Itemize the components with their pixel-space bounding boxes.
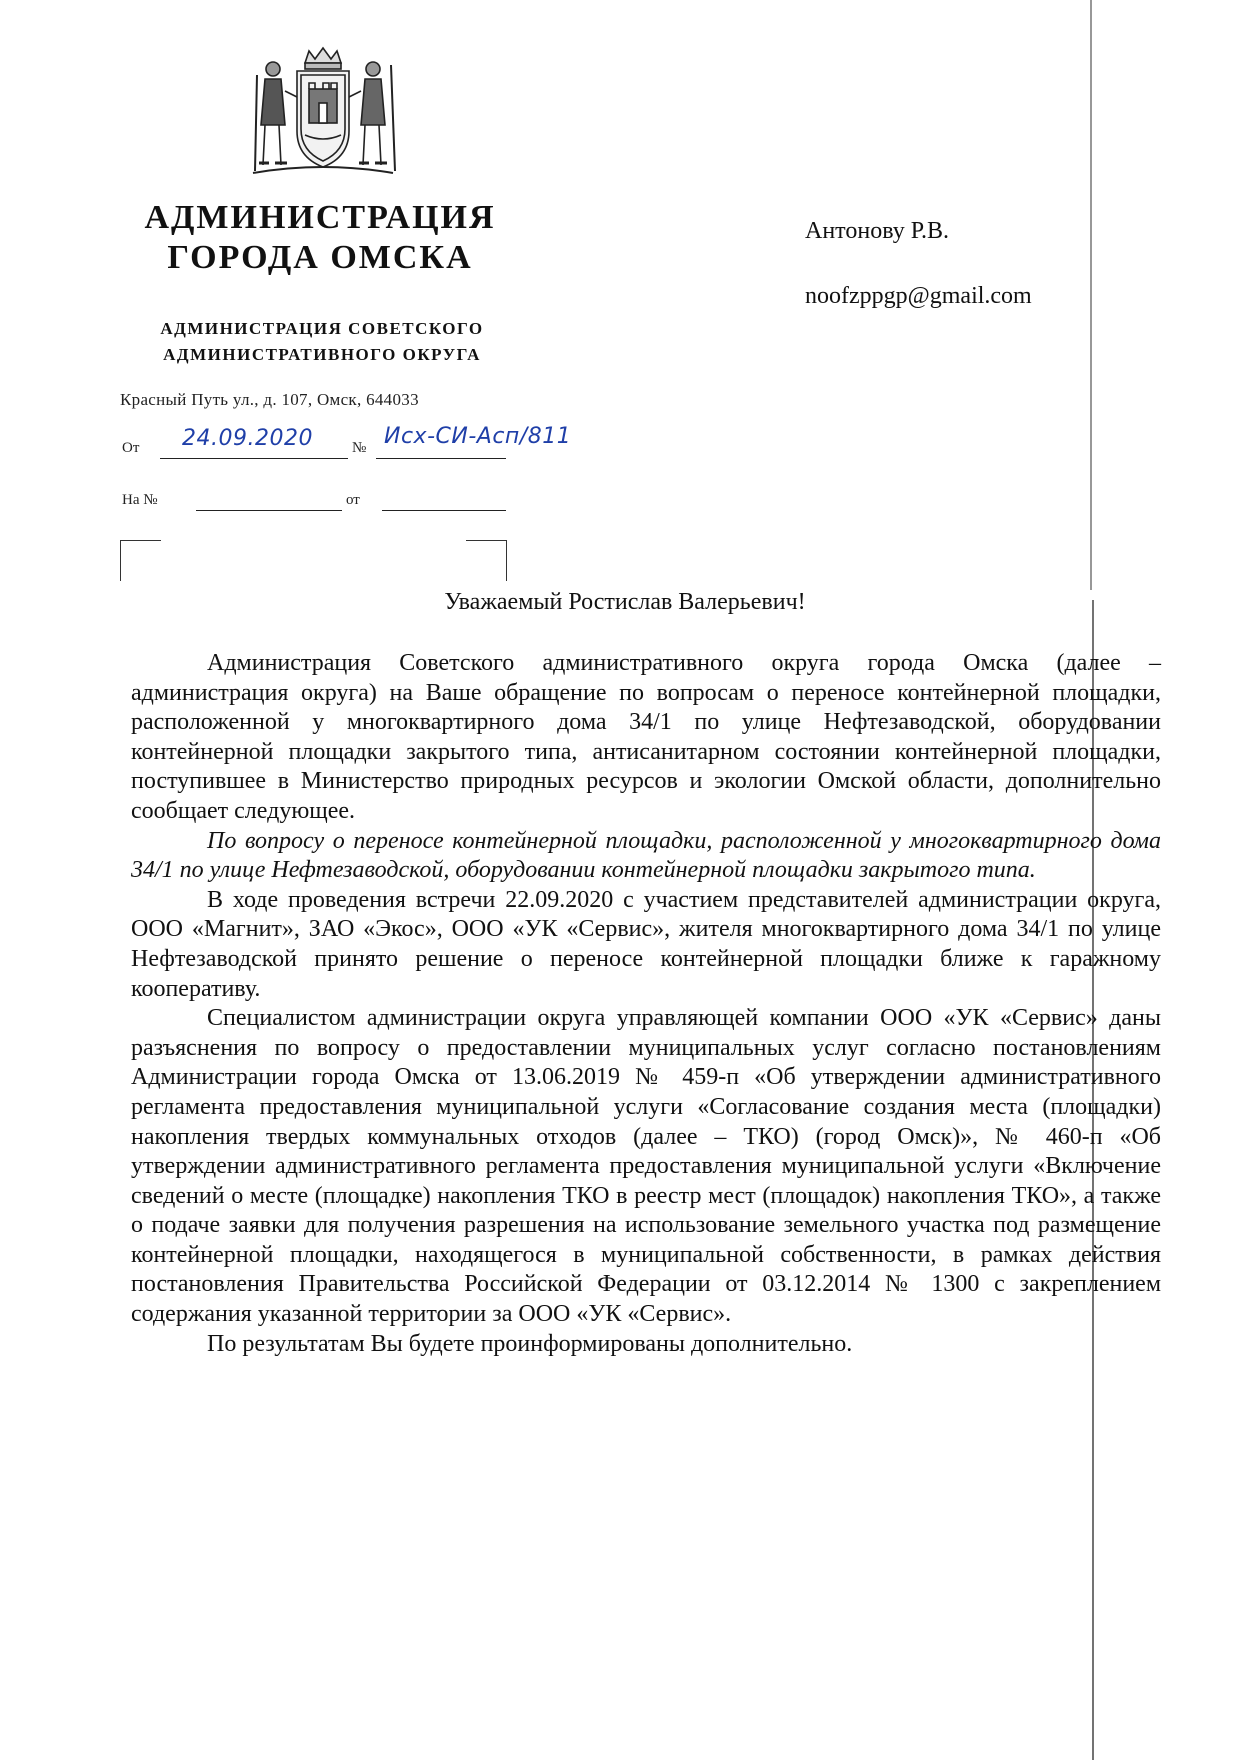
paragraph-intro: Администрация Советского административного округа города Омска (далее – администрация округа) на Ваше обращение по вопросам о переносе контейнерной площадки, расположенной у многоквартирного дома 34/1 по улице Нефтезаводской, оборудовании контейнерной площадки закрытого типа, антисанитарном состоянии контейнерной площадки, поступившее в Министерство природных ресурсов и экологии Омской области, дополнительно сообщает следующее.: [131, 650, 1161, 824]
number-field-line: [376, 458, 506, 459]
corner-mark-right: [466, 540, 507, 581]
letter-body: [131, 649, 1161, 1359]
omsk-coat-of-arms-icon: [245, 45, 401, 185]
reply-number-label: На №: [122, 492, 158, 508]
date-field-line: [160, 458, 348, 459]
recipient-email: noofzppgp@gmail.com: [805, 283, 1032, 309]
paragraph-meeting: В ходе проведения встречи 22.09.2020 с участием представителей администрации округа, ООО «Магнит», ЗАО «Экос», ООО «УК «Сервис», жителя многоквартирного дома 34/1 по улице Нефтезаводской принято решение о переносе контейнерной площадки ближе к гаражному кооперативу.: [131, 886, 1161, 1002]
reply-date-line: [382, 510, 506, 511]
paragraph-closing: По результатам Вы будете проинформированы дополнительно.: [207, 1330, 853, 1357]
salutation: Уважаемый Ростислав Валерьевич!: [444, 589, 806, 615]
paragraph-topic-heading: По вопросу о переносе контейнерной площадки, расположенной у многоквартирного дома 34/1 по улице Нефтезаводской, оборудовании контейнерной площадки закрытого типа.: [131, 827, 1161, 884]
org-subtitle-line2: АДМИНИСТРАТИВНОГО ОКРУГА: [163, 345, 481, 364]
org-title-line1: АДМИНИСТРАЦИЯ: [144, 199, 496, 236]
org-subtitle-line1: АДМИНИСТРАЦИЯ СОВЕТСКОГО: [160, 319, 484, 338]
handwritten-number: Исх-СИ-Асп/811: [384, 424, 572, 449]
reply-from-label: от: [346, 492, 360, 508]
org-address: Красный Путь ул., д. 107, Омск, 644033: [120, 390, 419, 409]
number-label: №: [352, 440, 367, 456]
scan-edge-line: [1090, 0, 1092, 590]
org-title-line2: ГОРОДА ОМСКА: [167, 239, 473, 276]
paragraph-explanations: Специалистом администрации округа управляющей компании ООО «УК «Сервис» даны разъяснения по вопросу о предоставлении муниципальных услуг согласно постановлениям Администрации города Омска от 13.06.2019 № 459-п «Об утверждении административного регламента предоставления муниципальной услуги «Согласование создания места (площадки) накопления твердых коммунальных отходов (далее – ТКО) (город Омск)», № 460-п «Об утверждении административного регламента предоставления муниципальной услуги «Включение сведений о месте (площадке) накопления ТКО в реестр мест (площадок) накопления ТКО», а также о подаче заявки для получения разрешения на использование земельного участка под размещение контейнерной площадки, находящегося в муниципальной собственности, в рамках действия постановления Правительства Российской Федерации от 03.12.2014 № 1300 с закреплением содержания указанной территории за ООО «УК «Сервис».: [131, 1005, 1161, 1328]
corner-mark-left: [120, 540, 161, 581]
from-label: От: [122, 440, 140, 456]
recipient-name: Антонову Р.В.: [805, 218, 950, 244]
handwritten-date: 24.09.2020: [182, 426, 313, 451]
reply-number-line: [196, 510, 342, 511]
